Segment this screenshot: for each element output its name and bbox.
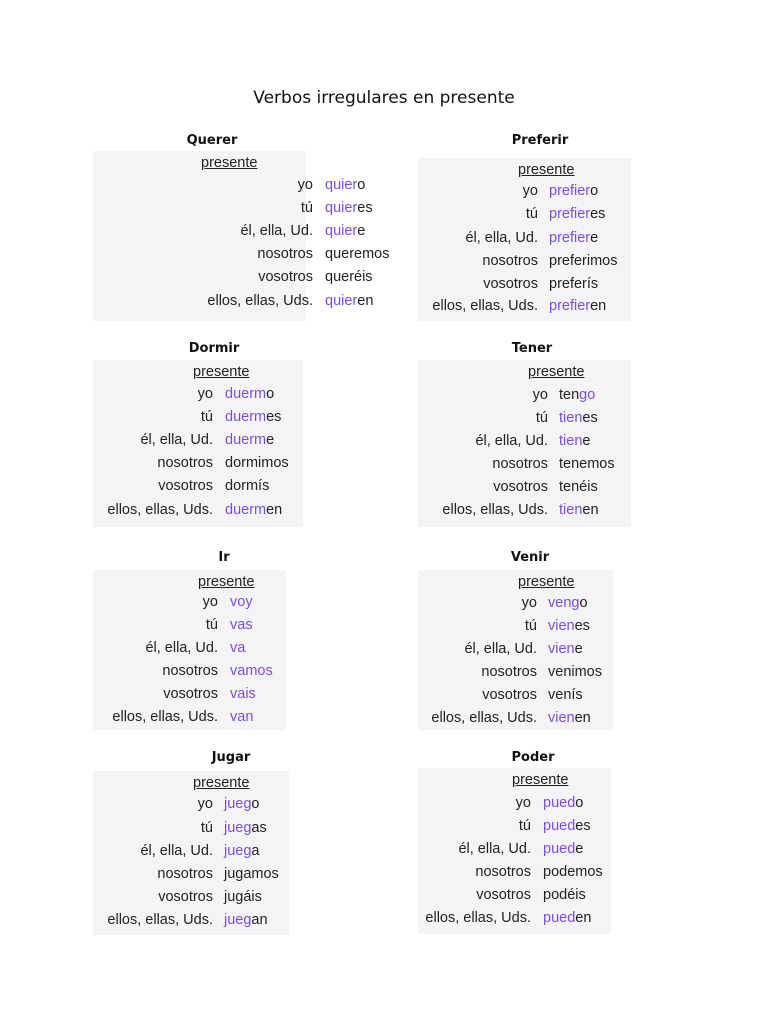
pronoun-label: nosotros bbox=[157, 455, 213, 471]
conjugation-table-dormir bbox=[93, 360, 303, 527]
conjugation-row bbox=[93, 686, 286, 708]
conjugation-row bbox=[418, 456, 631, 478]
irregular-stem: prefier bbox=[549, 230, 591, 246]
conjugation-row bbox=[93, 617, 286, 639]
pronoun-label: tú bbox=[300, 200, 313, 216]
verb-form bbox=[224, 796, 260, 812]
pronoun-label: tú bbox=[205, 617, 218, 633]
verb-form bbox=[224, 889, 262, 905]
regular-part: preferís bbox=[549, 276, 599, 292]
regular-part: es bbox=[582, 410, 598, 426]
verb-form bbox=[559, 479, 598, 495]
pronoun-label: él, ella, Ud. bbox=[465, 230, 538, 246]
pronoun-label: ellos, ellas, Uds. bbox=[207, 293, 313, 309]
regular-part: es bbox=[575, 818, 591, 834]
conjugation-row bbox=[418, 664, 613, 686]
regular-part: tenemos bbox=[559, 456, 615, 472]
pronoun-label: vosotros bbox=[163, 686, 218, 702]
pronoun-label: ellos, ellas, Uds. bbox=[107, 502, 213, 518]
regular-part: e bbox=[266, 432, 275, 448]
pronoun-label: ellos, ellas, Uds. bbox=[432, 298, 538, 314]
regular-part: an bbox=[251, 912, 268, 928]
irregular-stem: va bbox=[230, 640, 246, 656]
verb-title-preferir: Preferir bbox=[511, 133, 569, 148]
conjugation-row bbox=[93, 223, 366, 245]
conjugation-row bbox=[93, 200, 373, 222]
conjugation-row bbox=[93, 640, 286, 662]
conjugation-row bbox=[93, 455, 303, 477]
irregular-stem: quier bbox=[325, 223, 358, 239]
pronoun-label: él, ella, Ud. bbox=[145, 640, 218, 656]
verb-form bbox=[325, 177, 365, 193]
pronoun-label: nosotros bbox=[157, 866, 213, 882]
conjugation-row bbox=[418, 595, 613, 617]
pronoun-label: vosotros bbox=[476, 887, 531, 903]
conjugation-row bbox=[418, 818, 611, 840]
conjugation-row bbox=[418, 479, 631, 501]
verb-form bbox=[224, 866, 279, 882]
pronoun-label: tú bbox=[200, 409, 213, 425]
regular-part: en bbox=[582, 502, 599, 518]
regular-part: a bbox=[251, 843, 260, 859]
verb-form bbox=[224, 912, 268, 928]
irregular-stem: vien bbox=[548, 710, 575, 726]
irregular-stem: vas bbox=[230, 617, 253, 633]
irregular-stem: jueg bbox=[224, 912, 252, 928]
conjugation-row bbox=[418, 910, 611, 932]
verb-form bbox=[543, 795, 583, 811]
conjugation-row bbox=[418, 298, 631, 320]
irregular-stem: pued bbox=[543, 841, 576, 857]
irregular-stem: duerm bbox=[225, 502, 267, 518]
conjugation-row bbox=[93, 432, 303, 454]
conjugation-row bbox=[93, 889, 289, 911]
regular-part: podemos bbox=[543, 864, 603, 880]
irregular-stem: jueg bbox=[224, 796, 252, 812]
tense-header: presente bbox=[512, 772, 569, 788]
conjugation-table-venir bbox=[418, 570, 613, 730]
regular-part: es bbox=[266, 409, 282, 425]
conjugation-row bbox=[93, 663, 286, 685]
pronoun-label: nosotros bbox=[257, 246, 313, 262]
conjugation-row bbox=[418, 687, 613, 709]
regular-part: o bbox=[579, 595, 588, 611]
irregular-stem: quier bbox=[325, 200, 358, 216]
verb-form bbox=[325, 200, 373, 216]
conjugation-row bbox=[93, 478, 303, 500]
conjugation-table-jugar bbox=[93, 771, 289, 935]
regular-part: e bbox=[590, 230, 599, 246]
verb-form bbox=[543, 818, 591, 834]
irregular-stem: duerm bbox=[225, 432, 267, 448]
regular-part: e bbox=[582, 433, 591, 449]
conjugation-row bbox=[93, 293, 374, 315]
irregular-stem: duerm bbox=[225, 409, 267, 425]
conjugation-row bbox=[418, 253, 631, 275]
verb-form bbox=[325, 293, 373, 309]
verb-form bbox=[225, 478, 269, 494]
irregular-stem: prefier bbox=[549, 206, 591, 222]
verb-form bbox=[548, 664, 602, 680]
pronoun-label: él, ella, Ud. bbox=[464, 641, 537, 657]
regular-part: dormimos bbox=[225, 455, 289, 471]
pronoun-label: vosotros bbox=[483, 276, 538, 292]
verb-title-venir: Venir bbox=[510, 550, 550, 565]
conjugation-row bbox=[93, 269, 373, 291]
conjugation-row bbox=[418, 433, 631, 455]
conjugation-row bbox=[93, 796, 289, 818]
irregular-stem: tien bbox=[559, 433, 583, 449]
regular-part: preferimos bbox=[549, 253, 618, 269]
pronoun-label: vosotros bbox=[493, 479, 548, 495]
regular-part: venimos bbox=[548, 664, 602, 680]
irregular-stem: vais bbox=[230, 686, 256, 702]
regular-part: tenéis bbox=[559, 479, 598, 495]
verb-form bbox=[559, 502, 599, 518]
conjugation-row bbox=[418, 618, 613, 640]
regular-part: jugamos bbox=[224, 866, 279, 882]
regular-part: en bbox=[590, 298, 607, 314]
conjugation-row bbox=[93, 177, 366, 199]
verb-form bbox=[549, 276, 598, 292]
irregular-stem: van bbox=[230, 709, 254, 725]
pronoun-label: él, ella, Ud. bbox=[140, 432, 213, 448]
regular-part: o bbox=[266, 386, 275, 402]
regular-part: e bbox=[575, 841, 584, 857]
irregular-stem: jueg bbox=[224, 843, 252, 859]
irregular-stem: vien bbox=[548, 618, 575, 634]
pronoun-label: tú bbox=[535, 410, 548, 426]
irregular-stem: tien bbox=[559, 410, 583, 426]
verb-form bbox=[325, 246, 389, 262]
conjugation-row bbox=[418, 887, 611, 909]
pronoun-label: ellos, ellas, Uds. bbox=[431, 710, 537, 726]
verb-form bbox=[548, 687, 583, 703]
pronoun-label: yo bbox=[522, 183, 538, 199]
pronoun-label: nosotros bbox=[482, 253, 538, 269]
conjugation-row bbox=[418, 502, 631, 524]
tense-header: presente bbox=[518, 162, 575, 178]
pronoun-label: él, ella, Ud. bbox=[240, 223, 313, 239]
verb-form bbox=[543, 910, 591, 926]
regular-part: en bbox=[266, 502, 283, 518]
verb-form bbox=[549, 253, 618, 269]
verb-title-tener: Tener bbox=[511, 341, 553, 356]
pronoun-label: yo bbox=[521, 595, 537, 611]
pronoun-label: tú bbox=[518, 818, 531, 834]
conjugation-table-poder bbox=[418, 768, 611, 934]
verb-form bbox=[225, 386, 274, 402]
conjugation-row bbox=[418, 795, 611, 817]
conjugation-row bbox=[93, 912, 289, 934]
tense-header: presente bbox=[528, 364, 585, 380]
irregular-suffix: go bbox=[579, 387, 596, 403]
tense-header: presente bbox=[198, 574, 255, 590]
pronoun-label: él, ella, Ud. bbox=[458, 841, 531, 857]
conjugation-row bbox=[418, 641, 613, 663]
conjugation-row bbox=[93, 386, 303, 408]
conjugation-row bbox=[418, 841, 611, 863]
conjugation-row bbox=[93, 409, 303, 431]
verb-form bbox=[230, 594, 253, 610]
irregular-stem: veng bbox=[548, 595, 580, 611]
regular-part: es bbox=[574, 618, 590, 634]
pronoun-label: yo bbox=[515, 795, 531, 811]
regular-part: queremos bbox=[325, 246, 390, 262]
verb-form bbox=[548, 618, 590, 634]
verb-form bbox=[549, 298, 606, 314]
irregular-stem: tien bbox=[559, 502, 583, 518]
conjugation-row bbox=[418, 864, 611, 886]
pronoun-label: vosotros bbox=[482, 687, 537, 703]
conjugation-row bbox=[418, 710, 613, 732]
conjugation-row bbox=[93, 843, 289, 865]
verb-title-poder: Poder bbox=[511, 750, 555, 765]
verb-title-ir: Ir bbox=[218, 550, 230, 565]
pronoun-label: yo bbox=[532, 387, 548, 403]
regular-part: venís bbox=[548, 687, 583, 703]
irregular-stem: quier bbox=[325, 293, 358, 309]
verb-form bbox=[549, 183, 598, 199]
regular-part: en bbox=[574, 710, 591, 726]
verb-form bbox=[325, 269, 373, 285]
conjugation-row bbox=[418, 230, 631, 252]
regular-part: as bbox=[251, 820, 267, 836]
conjugation-row bbox=[93, 866, 289, 888]
conjugation-row bbox=[418, 276, 631, 298]
regular-part: es bbox=[357, 200, 373, 216]
pronoun-label: ellos, ellas, Uds. bbox=[442, 502, 548, 518]
pronoun-label: nosotros bbox=[492, 456, 548, 472]
verb-title-querer: Querer bbox=[186, 133, 238, 148]
conjugation-row bbox=[418, 183, 631, 205]
regular-part: queréis bbox=[325, 269, 373, 285]
verb-form bbox=[559, 456, 615, 472]
pronoun-label: vosotros bbox=[258, 269, 313, 285]
regular-part: o bbox=[590, 183, 599, 199]
pronoun-label: tú bbox=[524, 618, 537, 634]
verb-form bbox=[224, 843, 260, 859]
irregular-stem: prefier bbox=[549, 298, 591, 314]
pronoun-label: él, ella, Ud. bbox=[140, 843, 213, 859]
regular-part: o bbox=[357, 177, 366, 193]
verb-form bbox=[224, 820, 267, 836]
regular-part: o bbox=[251, 796, 260, 812]
irregular-stem: vamos bbox=[230, 663, 273, 679]
pronoun-label: vosotros bbox=[158, 478, 213, 494]
conjugation-table-ir bbox=[93, 570, 286, 730]
irregular-stem: vien bbox=[548, 641, 575, 657]
tense-header: presente bbox=[193, 775, 250, 791]
tense-header: presente bbox=[201, 155, 258, 171]
conjugation-row bbox=[418, 206, 631, 228]
irregular-stem: jueg bbox=[224, 820, 252, 836]
conjugation-row bbox=[418, 410, 631, 432]
regular-part: ten bbox=[559, 387, 580, 403]
verb-form bbox=[225, 432, 274, 448]
conjugation-table-tener bbox=[418, 360, 631, 527]
irregular-stem: prefier bbox=[549, 183, 591, 199]
verb-form bbox=[325, 223, 365, 239]
conjugation-row bbox=[418, 387, 631, 409]
irregular-stem: quier bbox=[325, 177, 358, 193]
verb-form bbox=[559, 433, 590, 449]
regular-part: en bbox=[575, 910, 592, 926]
conjugation-row bbox=[93, 594, 286, 616]
verb-form bbox=[543, 841, 583, 857]
pronoun-label: tú bbox=[525, 206, 538, 222]
pronoun-label: ellos, ellas, Uds. bbox=[107, 912, 213, 928]
irregular-stem: pued bbox=[543, 818, 576, 834]
pronoun-label: nosotros bbox=[481, 664, 537, 680]
irregular-stem: duerm bbox=[225, 386, 267, 402]
verb-form bbox=[559, 387, 595, 403]
verb-form bbox=[225, 455, 289, 471]
conjugation-row bbox=[93, 820, 289, 842]
verb-form bbox=[230, 617, 253, 633]
regular-part: o bbox=[575, 795, 584, 811]
pronoun-label: vosotros bbox=[158, 889, 213, 905]
pronoun-label: nosotros bbox=[475, 864, 531, 880]
verb-form bbox=[543, 887, 586, 903]
regular-part: podéis bbox=[543, 887, 586, 903]
pronoun-label: nosotros bbox=[162, 663, 218, 679]
verb-form bbox=[230, 709, 253, 725]
verb-form bbox=[230, 663, 273, 679]
pronoun-label: yo bbox=[297, 177, 313, 193]
conjugation-row bbox=[93, 502, 303, 524]
verb-form bbox=[225, 409, 281, 425]
irregular-stem: pued bbox=[543, 910, 576, 926]
regular-part: dormís bbox=[225, 478, 270, 494]
verb-title-jugar: Jugar bbox=[211, 750, 251, 765]
pronoun-label: yo bbox=[202, 594, 218, 610]
regular-part: e bbox=[574, 641, 583, 657]
tense-header: presente bbox=[193, 364, 250, 380]
regular-part: en bbox=[357, 293, 374, 309]
conjugation-table-querer bbox=[93, 151, 390, 321]
pronoun-label: él, ella, Ud. bbox=[475, 433, 548, 449]
verb-form bbox=[543, 864, 603, 880]
pronoun-label: tú bbox=[200, 820, 213, 836]
verb-title-dormir: Dormir bbox=[188, 341, 240, 356]
irregular-stem: pued bbox=[543, 795, 576, 811]
verb-form bbox=[548, 641, 583, 657]
verb-form bbox=[549, 206, 605, 222]
verb-form bbox=[548, 710, 591, 726]
pronoun-label: ellos, ellas, Uds. bbox=[425, 910, 531, 926]
verb-form bbox=[548, 595, 588, 611]
verb-form bbox=[559, 410, 598, 426]
conjugation-row bbox=[93, 246, 390, 268]
regular-part: es bbox=[590, 206, 606, 222]
pronoun-label: yo bbox=[197, 796, 213, 812]
verb-form bbox=[549, 230, 598, 246]
page-title: Verbos irregulares en presente bbox=[253, 88, 515, 108]
tense-header: presente bbox=[518, 574, 575, 590]
verb-form bbox=[230, 640, 245, 656]
conjugation-row bbox=[93, 709, 286, 731]
conjugation-table-preferir bbox=[418, 158, 631, 321]
pronoun-label: yo bbox=[197, 386, 213, 402]
verb-form bbox=[225, 502, 282, 518]
verb-form bbox=[230, 686, 256, 702]
irregular-stem: voy bbox=[230, 594, 253, 610]
pronoun-label: ellos, ellas, Uds. bbox=[112, 709, 218, 725]
regular-part: jugáis bbox=[224, 889, 262, 905]
regular-part: e bbox=[357, 223, 366, 239]
